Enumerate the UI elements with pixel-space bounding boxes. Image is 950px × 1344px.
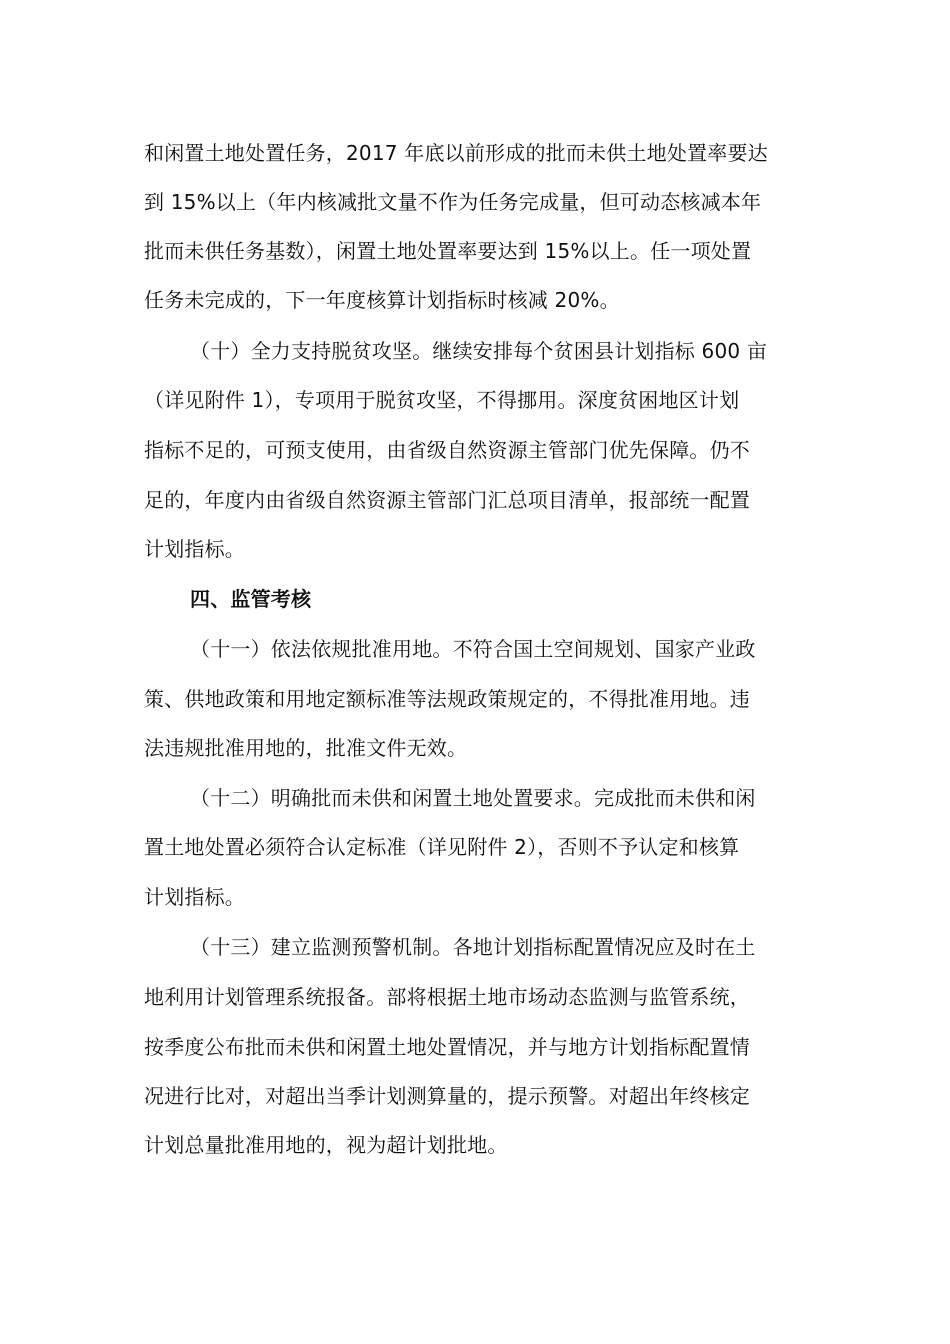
text-line: 按季度公布批而未供和闲置土地处置情况，并与地方计划指标配置情	[144, 1035, 750, 1059]
text-line: 任务未完成的，下一年度核算计划指标时核减 20%。	[144, 288, 620, 312]
paragraph-start-line: （十一）依法依规批准用地。不符合国土空间规划、国家产业政	[190, 637, 756, 661]
paragraph-start-line: （十）全力支持脱贫攻坚。继续安排每个贫困县计划指标 600 亩	[190, 339, 768, 363]
text-line: 策、供地政策和用地定额标准等法规政策规定的，不得批准用地。违	[144, 687, 750, 711]
text-line: 法违规批准用地的，批准文件无效。	[144, 736, 468, 760]
text-line: 和闲置土地处置任务，2017 年底以前形成的批而未供土地处置率要达	[144, 141, 768, 165]
text-line: 足的，年度内由省级自然资源主管部门汇总项目清单，报部统一配置	[144, 488, 750, 512]
text-line: 况进行比对，对超出当季计划测算量的，提示预警。对超出年终核定	[144, 1084, 750, 1108]
text-line: 到 15%以上（年内核减批文量不作为任务完成量，但可动态核减本年	[144, 190, 762, 214]
text-line: 指标不足的，可预支使用，由省级自然资源主管部门优先保障。仍不	[144, 438, 750, 462]
paragraph-start-line: （十三）建立监测预警机制。各地计划指标配置情况应及时在土	[190, 935, 756, 959]
text-line: 地利用计划管理系统报备。部将根据土地市场动态监测与监管系统，	[144, 985, 750, 1009]
text-line: 计划总量批准用地的，视为超计划批地。	[144, 1133, 508, 1157]
text-line: （详见附件 1），专项用于脱贫攻坚，不得挪用。深度贫困地区计划	[144, 388, 740, 412]
text-line: 计划指标。	[144, 885, 245, 909]
paragraph-start-line: （十二）明确批而未供和闲置土地处置要求。完成批而未供和闲	[190, 786, 756, 810]
text-line: 置土地处置必须符合认定标准（详见附件 2），否则不予认定和核算	[144, 835, 740, 859]
text-line: 批而未供任务基数），闲置土地处置率要达到 15%以上。任一项处置	[144, 239, 752, 263]
section-heading: 四、监管考核	[190, 587, 312, 611]
text-line: 计划指标。	[144, 537, 245, 561]
